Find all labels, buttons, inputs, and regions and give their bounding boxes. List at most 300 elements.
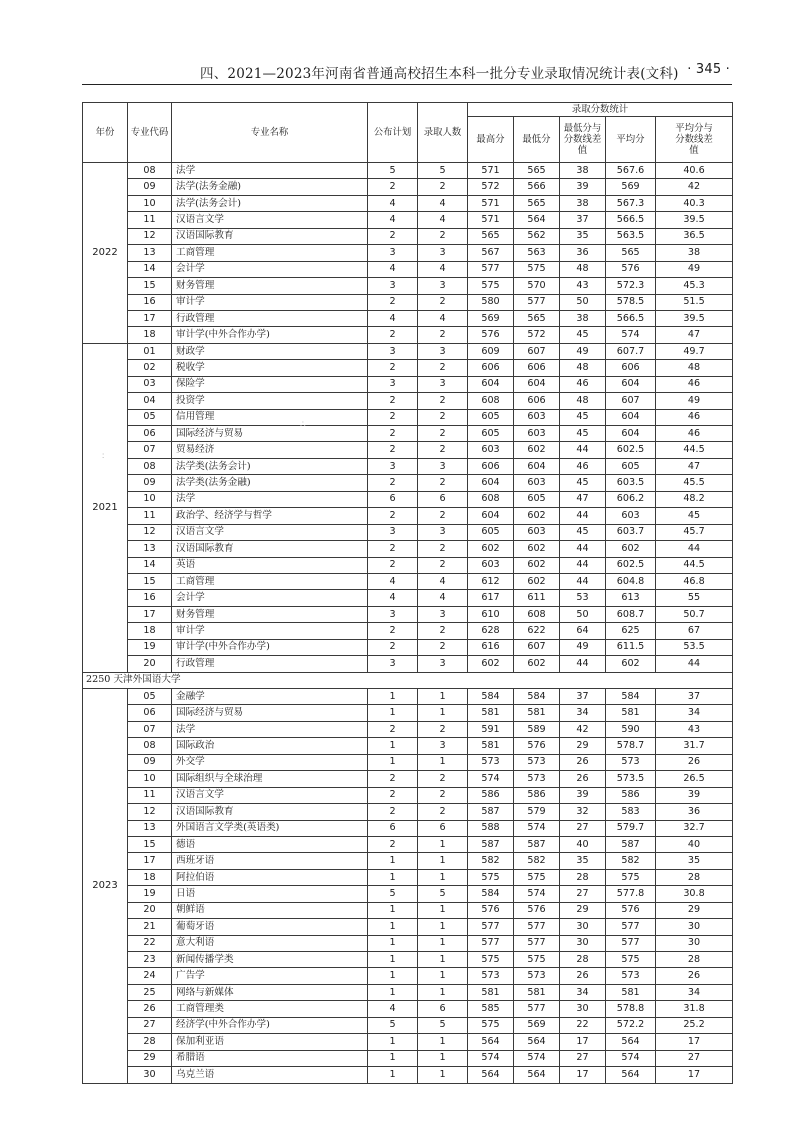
cell-plan: 2 [368,771,418,787]
cell-min: 574 [514,1050,560,1066]
cell-plan: 4 [368,195,418,211]
cell-avg-diff: 46 [656,376,733,392]
cell-max: 577 [468,261,514,277]
cell-code: 11 [128,212,172,228]
cell-plan: 2 [368,393,418,409]
cell-max: 573 [468,968,514,984]
cell-max: 581 [468,738,514,754]
cell-name: 意大利语 [172,935,368,951]
cell-avg: 566.5 [606,212,656,228]
cell-avg-diff: 39 [656,787,733,803]
table-row [83,557,733,573]
cell-admitted: 1 [418,952,468,968]
cell-min-diff: 39 [560,787,606,803]
col-header-avg-diff: 平均分与分数线差值 [656,117,733,163]
cell-avg: 602.5 [606,557,656,573]
cell-min-diff: 30 [560,935,606,951]
cell-code: 28 [128,1034,172,1050]
cell-avg: 577 [606,919,656,935]
cell-min-diff: 48 [560,261,606,277]
cell-admitted: 2 [418,475,468,491]
cell-max: 604 [468,508,514,524]
cell-plan: 2 [368,228,418,244]
cell-plan: 3 [368,278,418,294]
cell-avg-diff: 30 [656,935,733,951]
cell-min-diff: 26 [560,771,606,787]
cell-max: 608 [468,393,514,409]
cell-avg-diff: 32.7 [656,820,733,836]
cell-plan: 3 [368,656,418,672]
cell-plan: 3 [368,606,418,622]
cell-min-diff: 22 [560,1017,606,1033]
cell-max: 564 [468,1067,514,1083]
cell-avg-diff: 45 [656,508,733,524]
cell-min-diff: 45 [560,327,606,343]
cell-max: 588 [468,820,514,836]
cell-plan: 5 [368,163,418,179]
cell-code: 12 [128,228,172,244]
cell-max: 628 [468,623,514,639]
cell-avg: 607 [606,393,656,409]
cell-min: 566 [514,179,560,195]
cell-code: 24 [128,968,172,984]
table-row [83,245,733,261]
cell-min-diff: 30 [560,919,606,935]
cell-name: 行政管理 [172,656,368,672]
cell-min: 570 [514,278,560,294]
cell-plan: 1 [368,1034,418,1050]
cell-max: 608 [468,491,514,507]
cell-avg: 581 [606,984,656,1000]
table-row [83,787,733,803]
cell-avg-diff: 28 [656,952,733,968]
cell-avg-diff: 28 [656,869,733,885]
cell-avg-diff: 50.7 [656,606,733,622]
table-row [83,376,733,392]
cell-avg: 572.3 [606,278,656,294]
cell-admitted: 1 [418,968,468,984]
cell-code: 18 [128,869,172,885]
cell-name: 政治学、经济学与哲学 [172,508,368,524]
cell-admitted: 1 [418,935,468,951]
cell-code: 17 [128,310,172,326]
cell-name: 日语 [172,886,368,902]
year-cell: 2022 [83,163,128,344]
cell-plan: 2 [368,639,418,655]
table-row [83,804,733,820]
cell-plan: 1 [368,919,418,935]
cell-min: 573 [514,968,560,984]
cell-avg-diff: 26 [656,968,733,984]
cell-avg: 608.7 [606,606,656,622]
table-row [83,1067,733,1083]
cell-min: 603 [514,524,560,540]
table-row [83,1050,733,1066]
cell-admitted: 6 [418,820,468,836]
cell-max: 581 [468,984,514,1000]
cell-min: 622 [514,623,560,639]
cell-plan: 2 [368,179,418,195]
cell-max: 602 [468,541,514,557]
cell-avg-diff: 39.5 [656,212,733,228]
cell-avg-diff: 47 [656,327,733,343]
cell-code: 05 [128,689,172,705]
cell-plan: 1 [368,952,418,968]
table-row [83,689,733,705]
cell-name: 国际经济与贸易 [172,426,368,442]
cell-min: 606 [514,360,560,376]
cell-min: 603 [514,426,560,442]
cell-code: 30 [128,1067,172,1083]
cell-min-diff: 32 [560,804,606,820]
cell-max: 604 [468,376,514,392]
cell-name: 工商管理 [172,573,368,589]
cell-min: 577 [514,919,560,935]
cell-name: 汉语国际教育 [172,804,368,820]
cell-avg: 625 [606,623,656,639]
cell-avg-diff: 49 [656,393,733,409]
cell-admitted: 3 [418,606,468,622]
cell-min: 602 [514,656,560,672]
col-header-max: 最高分 [468,117,514,163]
cell-avg: 569 [606,179,656,195]
cell-min-diff: 17 [560,1034,606,1050]
cell-plan: 2 [368,327,418,343]
cell-plan: 2 [368,623,418,639]
cell-avg-diff: 31.7 [656,738,733,754]
cell-min: 608 [514,606,560,622]
cell-admitted: 2 [418,721,468,737]
cell-code: 10 [128,771,172,787]
cell-code: 13 [128,245,172,261]
cell-min-diff: 50 [560,606,606,622]
cell-plan: 3 [368,458,418,474]
cell-admitted: 2 [418,360,468,376]
cell-min: 573 [514,754,560,770]
cell-plan: 1 [368,902,418,918]
cell-code: 29 [128,1050,172,1066]
cell-plan: 1 [368,738,418,754]
cell-admitted: 6 [418,491,468,507]
cell-min: 576 [514,738,560,754]
cell-name: 法学(法务会计) [172,195,368,211]
cell-avg-diff: 17 [656,1034,733,1050]
cell-min-diff: 45 [560,475,606,491]
cell-avg: 576 [606,902,656,918]
table-row [83,590,733,606]
cell-plan: 2 [368,426,418,442]
cell-name: 乌克兰语 [172,1067,368,1083]
cell-code: 10 [128,491,172,507]
cell-avg: 606 [606,360,656,376]
cell-admitted: 3 [418,343,468,359]
cell-code: 23 [128,952,172,968]
cell-avg-diff: 29 [656,902,733,918]
cell-name: 审计学(中外合作办学) [172,327,368,343]
cell-admitted: 5 [418,886,468,902]
cell-min: 602 [514,541,560,557]
cell-min-diff: 30 [560,1001,606,1017]
cell-name: 法学 [172,491,368,507]
cell-avg: 576 [606,261,656,277]
cell-name: 财政学 [172,343,368,359]
cell-avg-diff: 44.5 [656,442,733,458]
table-row [83,738,733,754]
table-row [83,656,733,672]
cell-name: 贸易经济 [172,442,368,458]
page-number: · 345 · [687,62,730,77]
cell-avg-diff: 44 [656,656,733,672]
cell-min-diff: 34 [560,984,606,1000]
cell-avg: 603.7 [606,524,656,540]
cell-plan: 4 [368,261,418,277]
cell-name: 西班牙语 [172,853,368,869]
admission-statistics-table [82,102,733,1084]
table-row [83,573,733,589]
cell-code: 15 [128,278,172,294]
cell-name: 审计学(中外合作办学) [172,639,368,655]
cell-avg: 586 [606,787,656,803]
cell-name: 新闻传播学类 [172,952,368,968]
cell-avg-diff: 30.8 [656,886,733,902]
cell-admitted: 2 [418,639,468,655]
cell-min-diff: 49 [560,343,606,359]
cell-avg-diff: 39.5 [656,310,733,326]
cell-min-diff: 39 [560,179,606,195]
cell-avg: 583 [606,804,656,820]
cell-min-diff: 17 [560,1067,606,1083]
cell-name: 投资学 [172,393,368,409]
cell-avg: 606.2 [606,491,656,507]
cell-name: 审计学 [172,623,368,639]
cell-min-diff: 26 [560,754,606,770]
cell-admitted: 1 [418,705,468,721]
cell-admitted: 3 [418,245,468,261]
table-row [83,1001,733,1017]
cell-admitted: 2 [418,426,468,442]
cell-max: 585 [468,1001,514,1017]
cell-avg: 584 [606,689,656,705]
cell-avg-diff: 34 [656,984,733,1000]
cell-code: 15 [128,836,172,852]
cell-admitted: 6 [418,1001,468,1017]
cell-plan: 1 [368,754,418,770]
cell-avg-diff: 67 [656,623,733,639]
cell-avg-diff: 36.5 [656,228,733,244]
cell-name: 朝鲜语 [172,902,368,918]
cell-min: 564 [514,1067,560,1083]
cell-name: 希腊语 [172,1050,368,1066]
cell-avg: 565 [606,245,656,261]
cell-avg-diff: 40.6 [656,163,733,179]
cell-min: 577 [514,294,560,310]
cell-max: 606 [468,360,514,376]
cell-avg-diff: 45.7 [656,524,733,540]
cell-plan: 2 [368,442,418,458]
cell-max: 616 [468,639,514,655]
cell-plan: 4 [368,1001,418,1017]
cell-admitted: 1 [418,1034,468,1050]
table-row [83,163,733,179]
cell-min-diff: 37 [560,689,606,705]
table-row [83,228,733,244]
cell-plan: 2 [368,360,418,376]
table-row [83,935,733,951]
cell-min-diff: 47 [560,491,606,507]
cell-avg: 582 [606,853,656,869]
cell-name: 外交学 [172,754,368,770]
cell-min: 575 [514,869,560,885]
cell-min: 579 [514,804,560,820]
cell-min: 604 [514,458,560,474]
cell-min: 611 [514,590,560,606]
cell-avg-diff: 47 [656,458,733,474]
table-row [83,458,733,474]
cell-plan: 1 [368,869,418,885]
cell-plan: 4 [368,573,418,589]
table-row [83,721,733,737]
cell-name: 金融学 [172,689,368,705]
cell-avg: 566.5 [606,310,656,326]
cell-min: 581 [514,984,560,1000]
cell-min: 607 [514,639,560,655]
cell-name: 工商管理类 [172,1001,368,1017]
cell-min-diff: 45 [560,409,606,425]
table-row [83,606,733,622]
cell-avg-diff: 43 [656,721,733,737]
table-row [83,869,733,885]
cell-avg-diff: 30 [656,919,733,935]
cell-max: 584 [468,689,514,705]
cell-avg-diff: 42 [656,179,733,195]
cell-plan: 1 [368,853,418,869]
cell-name: 税收学 [172,360,368,376]
cell-min-diff: 38 [560,163,606,179]
cell-name: 法学 [172,721,368,737]
cell-admitted: 2 [418,623,468,639]
cell-avg: 602 [606,656,656,672]
cell-admitted: 3 [418,656,468,672]
cell-admitted: 1 [418,853,468,869]
cell-admitted: 3 [418,458,468,474]
cell-max: 574 [468,771,514,787]
cell-code: 09 [128,754,172,770]
cell-code: 03 [128,376,172,392]
cell-avg-diff: 48 [656,360,733,376]
cell-admitted: 4 [418,212,468,228]
cell-max: 582 [468,853,514,869]
cell-min-diff: 44 [560,557,606,573]
cell-max: 575 [468,952,514,968]
cell-max: 603 [468,557,514,573]
cell-avg: 575 [606,952,656,968]
cell-plan: 3 [368,524,418,540]
cell-code: 25 [128,984,172,1000]
cell-name: 工商管理 [172,245,368,261]
cell-max: 584 [468,886,514,902]
table-row [83,393,733,409]
cell-min: 603 [514,475,560,491]
cell-min: 574 [514,820,560,836]
table-row [83,541,733,557]
table-row [83,886,733,902]
cell-admitted: 2 [418,327,468,343]
cell-max: 573 [468,754,514,770]
cell-avg: 578.5 [606,294,656,310]
cell-admitted: 2 [418,541,468,557]
cell-name: 行政管理 [172,310,368,326]
cell-admitted: 1 [418,1067,468,1083]
cell-avg: 604 [606,376,656,392]
cell-max: 575 [468,869,514,885]
table-row [83,1017,733,1033]
scan-noise: ∶ [102,452,105,462]
cell-min: 563 [514,245,560,261]
cell-name: 英语 [172,557,368,573]
cell-avg: 577 [606,935,656,951]
cell-name: 法学(法务金融) [172,179,368,195]
cell-max: 567 [468,245,514,261]
cell-code: 06 [128,426,172,442]
cell-avg: 573.5 [606,771,656,787]
cell-min: 576 [514,902,560,918]
cell-max: 575 [468,1017,514,1033]
cell-min-diff: 38 [560,310,606,326]
cell-code: 16 [128,294,172,310]
cell-code: 07 [128,721,172,737]
cell-min: 602 [514,442,560,458]
cell-plan: 4 [368,212,418,228]
cell-avg-diff: 38 [656,245,733,261]
cell-avg-diff: 55 [656,590,733,606]
cell-code: 05 [128,409,172,425]
cell-avg-diff: 17 [656,1067,733,1083]
table-row [83,853,733,869]
cell-min: 565 [514,310,560,326]
cell-admitted: 2 [418,179,468,195]
cell-avg: 577.8 [606,886,656,902]
cell-min-diff: 37 [560,212,606,228]
cell-avg-diff: 40.3 [656,195,733,211]
cell-admitted: 2 [418,804,468,820]
cell-plan: 1 [368,1050,418,1066]
cell-min: 577 [514,935,560,951]
cell-min-diff: 48 [560,360,606,376]
cell-min: 586 [514,787,560,803]
cell-avg: 590 [606,721,656,737]
col-header-code: 专业代码 [128,103,172,163]
cell-max: 587 [468,836,514,852]
cell-avg: 564 [606,1067,656,1083]
cell-min: 602 [514,508,560,524]
table-row [83,771,733,787]
cell-code: 09 [128,475,172,491]
year-cell: 2023 [83,689,128,1084]
cell-max: 604 [468,475,514,491]
table-row [83,968,733,984]
cell-code: 14 [128,557,172,573]
cell-avg-diff: 26.5 [656,771,733,787]
cell-name: 汉语言文学 [172,787,368,803]
cell-min: 604 [514,376,560,392]
cell-max: 580 [468,294,514,310]
table-row [83,919,733,935]
cell-name: 法学类(法务会计) [172,458,368,474]
cell-max: 586 [468,787,514,803]
cell-min-diff: 49 [560,639,606,655]
cell-admitted: 2 [418,442,468,458]
cell-min-diff: 26 [560,968,606,984]
